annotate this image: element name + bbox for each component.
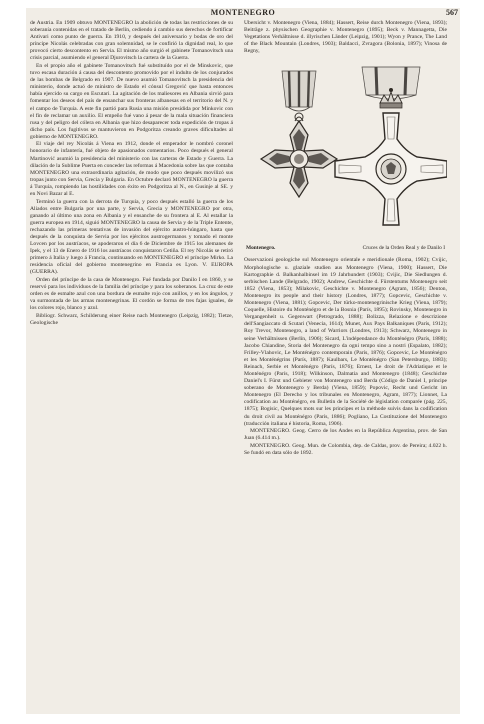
running-header-title: MONTENEGRO [210,8,276,17]
right-cross-ribbon [362,67,420,108]
order-crosses-illustration [244,59,447,245]
paragraph: Terminó la guerra con la derrota de Turquía, y poco después estalló la guerra de los Aliados entre Bulgaria por una parte, y Servia, Grecia y MONTENEGRO por otra, ganando al último una zona en Albania y el ensanche de su frontera al E. Al estallar la guerra europea en 1914, siguió MONTENEGRO la causa de Servia y de la Triple Entente, rechazando las primeras tentativas de invasión del ejército austro-húngaro, hasta que después de la conquista de Servia por los ejércitos austrogermanos y tomado el monte Lovcen por los austríacos, se apoderaron el día 6 de Diciembre de 1915 los alemanes de Ipek, y el 13 de Enero de 1916 los austríacos conquistaron Cetiña. El rey Nicolás se retiró primero á Italia y luego á Francia, continuando en MONTENEGRO el príncipe Mirko. La residencia oficial del gobierno montenegrino en Francia es Lyon. V. EUROPA (GUERRA). [30,198,233,276]
paragraph: de Austria. En 1909 obtuvo MONTENEGRO la abolición de todas las restricciones de su soberanía contenidas en el tratado de Berlín, cediendo á cambio sus derechos de fortificar Antivari como punto de guerra. En 1910, y después del aniversario y bodas de oro del príncipe Nicolás celebradas con gran solemnidad, se le confirió la dignidad real, lo que provocó cierto descontento en Servia. El mismo año surgió el gabinete Tomanovitsch una crisis parcial, asumiendo el general Djurovitsch la cartera de la Guerra. [30,20,233,62]
paragraph: Orden del príncipe de la casa de Montenegro. Fué fundada por Danilo I en 1860, y se reservó para los individuos de la familia del príncipe y para los soberanos. La cruz de este orden es de esmalte azul con una bordura de esmalte rojo con anillos, y en los ángulos, y va surmontada de las armas montenegrinas. El cordón se forma de tres fajas iguales, de los colores rojo, blanco y azul. [30,276,233,312]
figure-order-crosses [244,59,447,255]
caption-left: Montenegro. [246,245,276,252]
right-column [244,20,447,710]
paragraph: Übersicht v. Montenegro (Viena, 1884); Hassert, Reise durch Montenegro (Viena, 1893); Beiträge z. physischen Geographie v. Montenegro (1895); Beck v. Mannagetta, Die Vegetations Verhältnisse d. illyrischen Länder (Leipzig, 1901); Wyon y Prance, The Land of the Black Mountain (Londres, 1903); Baldacci, Zvragora (Bolonia, 1897); Vinosa de Regny, [244,20,447,55]
paragraph: Bibliogr. Schwarz, Schilderung einer Reise nach Montenegro (Leipzig, 1882); Tietze, Geologische [30,312,233,326]
left-cross [261,117,337,197]
right-cross [335,113,447,225]
left-column [30,20,233,710]
book-page [26,8,460,714]
paragraph: En el propio año el gabinete Tomanovitsch fué substituído por el de Minskovic, que tuvo escasa duración á causa del descontento promovido por el indulto de los conjurados de las bombas de Belgrado en 1907. De nuevo asumió Tomanovitsch la presidencia del ministerio, donde actuó de ministro de Estado el cónsul Gregović que hasta entonces había ejercido su cargo en Escutari. La agitación de los maliesores en Albania sirvió para fomentar los deseos del país de ensanchar sus fronteras albanesas en el territorio del N. y el campo de Turquía. A este fin partió para Rusia una misión presidida por Minkovic con el fin de reclamar un auxilio. El empeño fué vano á pesar de la mala situación financiera rusa y del peligro del cólera en Albania que hizo desaparecer toda expedición de tropas á dicho país. Los fugitivos se mantuvieron en Podgoritza creando graves dificultades al gobierno de MONTENEGRO. [30,62,233,140]
left-cross-ribbon [282,71,316,121]
paragraph: El viaje del rey Nicolás á Viena en 1912, donde el emperador le nombró coronel honorario de infantería, fué objeto de apasionados comentarios. Poco después el general Martinović asumió la presidencia del ministerio con las carteras de Estado y Guerra. La dilación de la Sublime Puerta en conceder las reformas á Macedonia sobre las que contaba MONTENEGRO una extraordinaria agitación, de modo que poco después movilizó sus tropas junto con Servia, Grecia y Bulgaria. En Octubre declaró MONTENEGRO la guerra á Turquía, rompiendo las hostilidades con éxito en Podgoritza al N., en Gusinje al SE. y en Novi Bazar al E. [30,141,233,198]
page-number: 567 [446,8,458,17]
paragraph: MONTENEGRO. Geog. Cerro de los Andes en la República Argentina, prov. de San Juan (6.414 m.). [244,428,447,442]
paragraph: Osservazioni geologiche sul Montenegro orientale e meridionale (Roma, 1902); Cvijic, Morphologische u. glaziale studien aus Montenegro (Viena, 1900); Hassert, Die Kartographie d. Balkanhalbinsel im 19 Jahrhundert (1903); Cvijic, Die Siedlungen d. serbischen Lande (Belgrado, 1902); Andrew, Geschichte d. Fürstentums Montenegro seit 1852 (Viena, 1853); Milakovic, Geschichte v. Montenegro (Agram, 1856); Denton, Montenegro its people and their history (Londres, 1877); Gopcevic, Geschichte v. Montenegro (Viena, 1881); Gopcevic, Der türko-montenegrinische Krieg (Viena, 1879); Coquelle, Histoire du Monténégro et de la Bosnia (París, 1895); Rovinsky, Montenegro in Vergangenheit u. Gegenwart (Petrogrado, 1888); Bolizza, Relazione e descrizione dell'Sangiaccato di Scutari (Venecia, 1614); Munet, Aux Pays Balkaniques (París, 1912); Roy Trevor, Montenegro, a land of Warriors (Londres, 1913); Schwarz, Montenegro in seine Verhältnissen (Berlín, 1906); Sicard, L'indépendance du Monténégro (París, 1888); Jacobo Chiandine, Storia del Montenegro da ogni tempo sino a nostri (Espalato, 1882); Frilley-Vlahovic, Le Monténégro contemporain (París, 1876); Gopcevic, Le Monténégro et les Monténégrins (París, 1887); Kaulbars, Le Monténégro (San Petersburgo, 1883); Reinach, Serbie et Monténégro (París, 1876); Ernest, Le droit de l'Adriatique et le Monténégro (París, 1918); Wilkinson, Dalmatia and Montenegro (1848); Geschichte Daniel's I. Fürst und Gebieter von Montenegro und Berda (Código de Daniel I, príncipe soberano de Montenegro y Berda) (Viena, 1859); Popovic, Recht und Gericht im Montenegro (El Derecho y los tribunales en Montenegro, Agram, 1877); Lionnet, La codification au Monténégro, en Bulletin de la Société de législation comparée (pág. 225, 1875); Bogisic, Quelques mots sur les principes et la méthode suivis dans la codification du droit civil au Monténégro (París, 1886); Pogliano, La Costituzione del Montenegro (traducción italiana é historia, Roma, 1906). [244,257,447,427]
paragraph: MONTENEGRO. Geog. Mun. de Colombia, dep. de Caldas, prov. de Pereira; 4.022 h. Se fundó en data sólo de 1892. [244,442,447,456]
caption-right: Cruces de la Orden Real y de Danilo I [362,245,445,252]
